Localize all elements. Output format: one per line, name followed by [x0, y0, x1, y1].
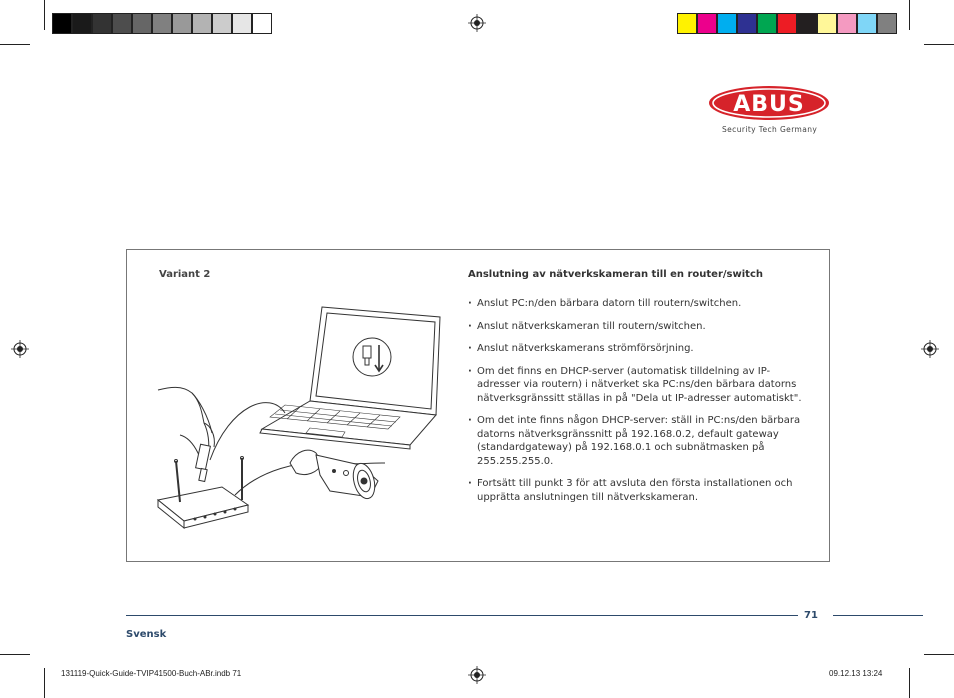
logo-text: ABUS	[733, 92, 805, 117]
color-swatch	[72, 13, 92, 34]
crop-mark-bl-h	[0, 654, 30, 655]
connection-illustration	[150, 295, 450, 535]
color-swatch	[837, 13, 857, 34]
list-item: · Anslut PC:n/den bärbara datorn till routern/switchen.	[468, 297, 808, 311]
color-swatch	[677, 13, 697, 34]
list-item: · Anslut nätverkskameran till routern/switchen.	[468, 320, 808, 334]
color-swatch	[757, 13, 777, 34]
crop-mark-tl-h	[0, 44, 30, 45]
registration-mark-left-icon	[11, 340, 29, 358]
page-number: 71	[804, 610, 818, 621]
crop-mark-br-v	[909, 668, 910, 698]
color-swatch	[92, 13, 112, 34]
instruction-list	[468, 297, 808, 513]
crop-mark-br-h	[924, 654, 954, 655]
process-color-bar	[677, 13, 897, 34]
registration-mark-bottom-icon	[468, 666, 486, 684]
color-swatch	[697, 13, 717, 34]
color-swatch	[192, 13, 212, 34]
footer-rule	[126, 615, 798, 616]
color-swatch	[212, 13, 232, 34]
registration-mark-right-icon	[921, 340, 939, 358]
color-swatch	[737, 13, 757, 34]
list-item: · Fortsätt till punkt 3 för att avsluta den första installationen och upprätta anslutningen till nätverkskameran.	[468, 477, 808, 504]
color-swatch	[252, 13, 272, 34]
grayscale-color-bar	[52, 13, 272, 34]
color-swatch	[132, 13, 152, 34]
color-swatch	[152, 13, 172, 34]
color-swatch	[877, 13, 897, 34]
registration-mark-top-icon	[468, 14, 486, 32]
color-swatch	[857, 13, 877, 34]
hand-icon	[158, 387, 214, 481]
section-heading: Anslutning av nätverkskameran till en router/switch	[468, 269, 763, 280]
laptop-icon	[260, 307, 440, 449]
print-slug-file: 131119-Quick-Guide-TVIP41500-Buch-ABr.indb 71	[61, 669, 242, 678]
crop-mark-tr-h	[924, 44, 954, 45]
crop-mark-bl-v	[44, 668, 45, 698]
color-swatch	[172, 13, 192, 34]
language-label: Svensk	[126, 629, 167, 640]
color-swatch	[777, 13, 797, 34]
color-swatch	[817, 13, 837, 34]
list-item: · Anslut nätverkskamerans strömförsörjning.	[468, 342, 808, 356]
list-item: · Om det inte finns någon DHCP-server: ställ in PC:ns/den bärbara datorns nätverksgränssnitt på 192.168.0.2, default gateway (standardgateway) på 192.168.0.1 och subnätmasken på 255.255.255.0.	[468, 414, 808, 468]
logo-tagline: Security Tech Germany	[722, 125, 818, 134]
color-swatch	[717, 13, 737, 34]
color-swatch	[52, 13, 72, 34]
color-swatch	[112, 13, 132, 34]
color-swatch	[797, 13, 817, 34]
print-slug-datetime: 09.12.13 13:24	[829, 669, 883, 678]
color-swatch	[232, 13, 252, 34]
camera-icon	[290, 450, 378, 501]
footer-rule-right	[833, 615, 923, 616]
variant-label: Variant 2	[159, 269, 211, 280]
list-item: · Om det finns en DHCP-server (automatisk tilldelning av IP-adresser via routern) i nätverket ska PC:ns/den bärbara datorns nätverksgränssitt ställas in på "Dela ut IP-adresser automatiskt".	[468, 365, 808, 406]
crop-mark-tl-v	[44, 0, 45, 30]
crop-mark-tr-v	[909, 0, 910, 30]
